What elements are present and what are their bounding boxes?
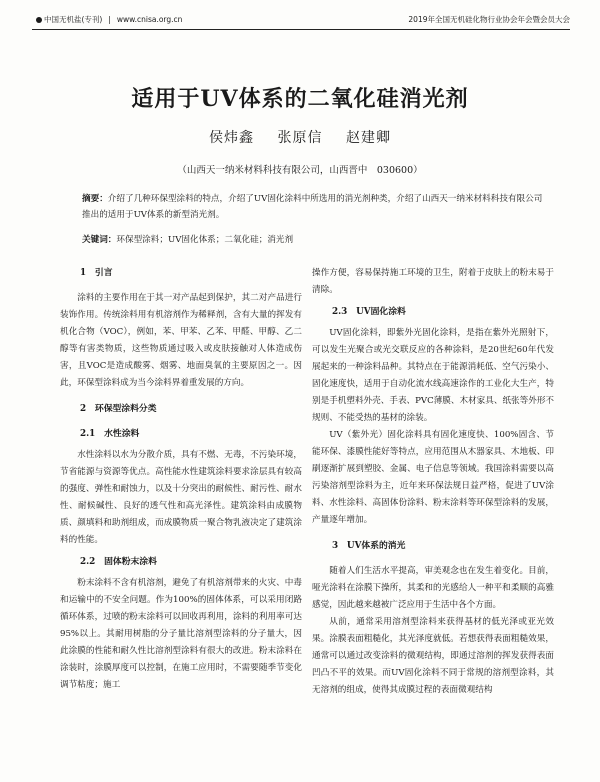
left-column: [60, 265, 302, 694]
paragraph: UV（紫外光）固化涂料具有固化速度快、100%固含、节能环保、漆膜性能好等特点，应用范围从木器家具、木地板、印刷逐渐扩展到塑胶、金属、电子信息等领域。我国涂料需要以高污染溶剂型涂料为主，近年来环保法规日益严格，促进了UV涂料、水性涂料、高固体份涂料、粉末涂料等环保型涂料的发展，产量逐年增加。: [312, 430, 554, 525]
paragraph: 水性涂料以水为分散介质，具有不燃、无毒，不污染环境，节省能源与资源等优点。高性能水性建筑涂料要求涂层具有较高的强度、弹性和耐蚀力，以及十分突出的耐候性、耐污性、耐水性、耐候碱性、良好的透气性和高光泽性。建筑涂料由成膜物质、颜填料和助剂组成，而成膜物质一聚合物乳液决定了建筑涂料的性能。: [60, 450, 302, 545]
header-left: [36, 14, 182, 25]
running-header: [36, 14, 570, 26]
paragraph: 粉末涂料不含有机溶剂，避免了有机溶剂带来的火灾、中毒和运输中的不安全问题。作为100%的固体体系，可以采用闭路循环体系，过喷的粉末涂料可以回收再利用，涂料的利用率可达95%以上。其耐用树脂的分子量比溶剂型涂料的分子量大，因此涂膜的性能和耐久性比溶剂型涂料有很大的改进。粉末涂料在涂装时，涂膜厚度可以控制，在施工应用时，不需要随季节变化调节粘度；施工: [60, 578, 302, 690]
subsection-heading: 2.3 UV固化涂料: [332, 307, 406, 317]
affiliation: （山西天一纳米材料科技有限公司，山西晋中 030600）: [177, 165, 423, 176]
bullet-icon: [36, 17, 42, 23]
paragraph: UV固化涂料，即紫外光固化涂料，是指在紫外光照射下，可以发生光聚合或光交联反应的各种涂料，是20世纪60年代发展起来的一种涂料品种。其特点在于能源消耗低、空气污染小、固化速度快，适用于自动化流水线高速涂作的工业化大生产，特别是手机塑料外壳、手表、PVC薄膜、木材家具、纸张等外形不规则、不能受热的基材的涂装。: [312, 328, 555, 423]
section-heading: 2 环保型涂料分类: [80, 404, 157, 414]
subsection-heading: 2.1 水性涂料: [80, 429, 140, 439]
section-heading: 1 引言: [80, 268, 113, 278]
keywords: [82, 233, 550, 248]
journal-name: 中国无机盐(专刊): [44, 15, 103, 24]
paper-title: 适用于UV体系的二氧化硅消光剂: [131, 86, 469, 112]
keywords-label: 关键词：: [82, 235, 117, 245]
paragraph: 涂料的主要作用在于其一对产品起到保护，其二对产品进行装饰作用。传统涂料用有机溶剂作为稀释剂，含有大量的挥发有机化合物（VOC），例如，苯、甲苯、乙苯、甲醛、甲醇、乙二醇等有害类物质，这些物质通过吸入或皮肤接触对人体造成伤害，且VOC是造成酸雾、烟雾、地面臭氧的主要原因之一。因此，环保型涂料成为当今涂料界着重发展的方向。: [60, 293, 302, 388]
author-list: [0, 127, 600, 147]
keywords-text: 环保型涂料；UV固化体系；二氧化硅；消光剂: [116, 235, 294, 245]
paragraph: 从前，通常采用溶剂型涂料来获得基材的低光泽或亚光效果。涂膜表面粗糙化，其光泽度就低。若想获得表面粗糙效果，通常可以通过改变涂料的微观结构，即通过溶剂的挥发获得表面凹凸不平的效果。而UV固化涂料不同于常规的溶剂型涂料，其无溶剂的组成，使得其成膜过程的表面微观结构: [312, 617, 554, 695]
subsection-heading: 2.2 固体粉末涂料: [80, 557, 157, 567]
author-name: 赵建卿: [345, 130, 391, 146]
journal-website: www.cnisa.org.cn: [116, 15, 183, 24]
right-column: [312, 265, 554, 699]
abstract-text: 介绍了几种环保型涂料的特点，介绍了UV固化涂料中所选用的消光剂种类，介绍了山西天一纳米材料科技有限公司推出的适用于UV体系的新型消光剂。: [82, 194, 543, 220]
paragraph: 操作方便，容易保持施工环境的卫生，附着于皮肤上的粉末易于清除。: [312, 268, 554, 295]
conference-name: 2019年全国无机硅化物行业协会年会暨会员大会: [408, 15, 570, 24]
abstract: [82, 192, 550, 223]
author-name: 侯炜鑫: [209, 130, 255, 146]
header-separator: |: [108, 15, 111, 24]
abstract-label: 摘要：: [82, 194, 108, 204]
paragraph: 随着人们生活水平提高，审美观念也在发生着变化。目前，哑光涂料在涂膜下操所，其柔和的光感给人一种平和柔顺的高雅感觉，因此越来越被广泛应用于生活中各个方面。: [312, 566, 554, 610]
author-name: 张原信: [277, 130, 323, 146]
section-heading: 3 UV体系的消光: [332, 541, 406, 551]
header-rule: [32, 29, 570, 30]
